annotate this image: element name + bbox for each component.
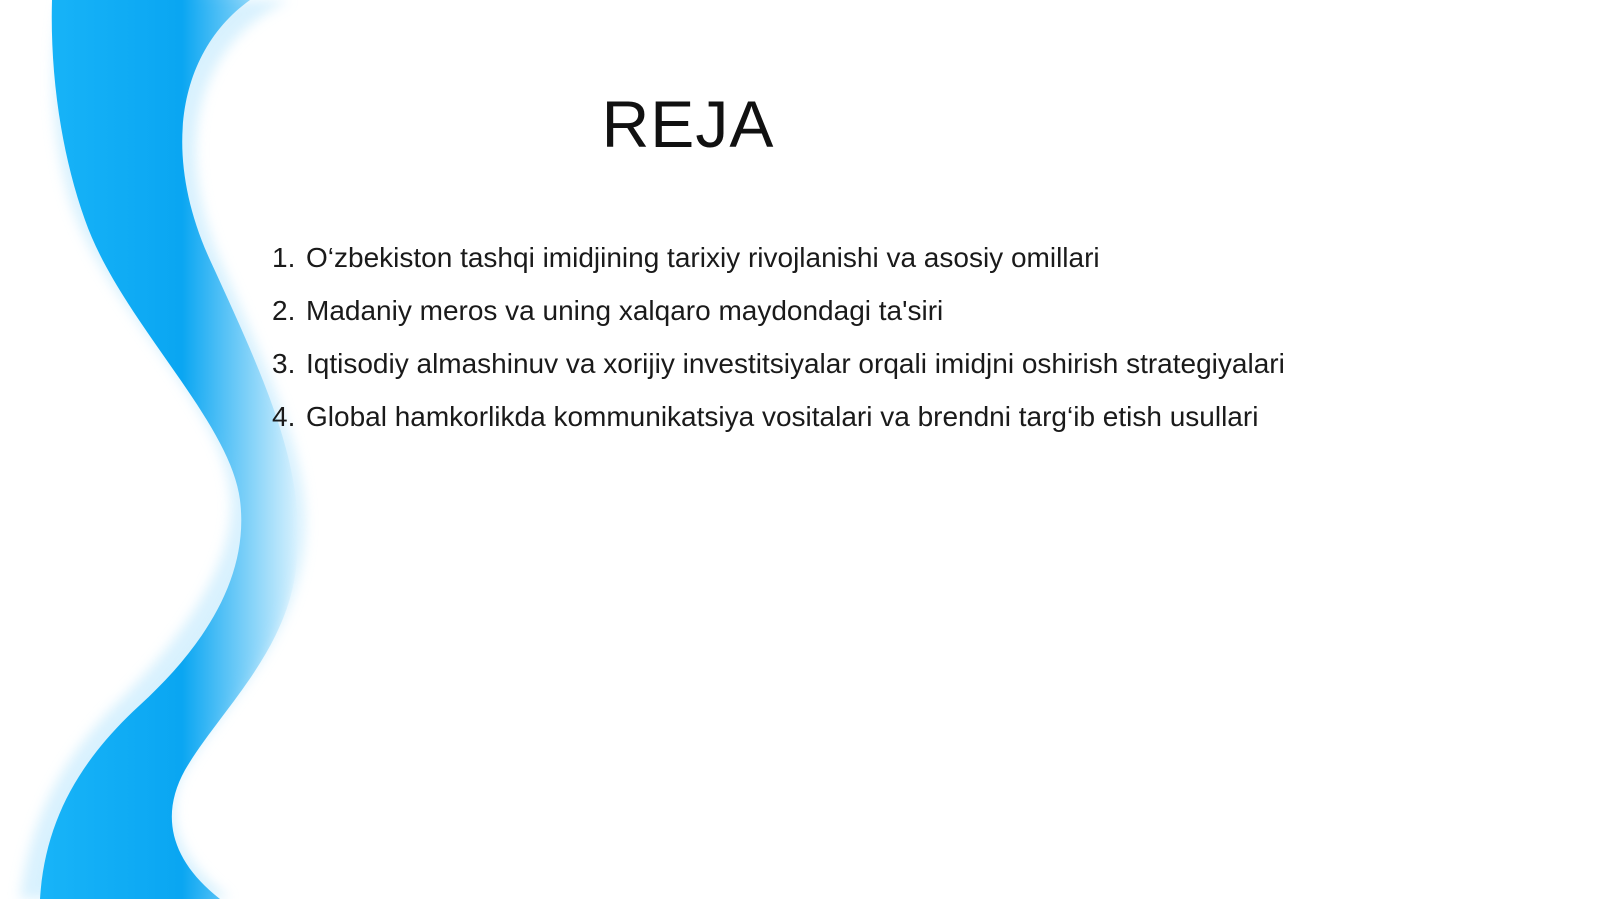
plan-list (272, 238, 1285, 450)
plan-item-number: 3. (272, 348, 296, 379)
plan-item-2 (272, 291, 1285, 344)
plan-item-text: Madaniy meros va uning xalqaro maydondagi ta'siri (306, 295, 944, 326)
plan-item-1 (272, 238, 1285, 291)
plan-item-4 (272, 397, 1285, 450)
plan-item-3 (272, 344, 1285, 397)
plan-item-number: 4. (272, 401, 296, 432)
plan-item-number: 2. (272, 295, 296, 326)
slide-title: REJA (601, 87, 775, 161)
plan-item-text: Iqtisodiy almashinuv va xorijiy investitsiyalar orqali imidjni oshirish strategiyalari (306, 348, 1285, 379)
plan-item-text: Global hamkorlikda kommunikatsiya vositalari va brendni targ‘ib etish usullari (306, 401, 1259, 432)
plan-item-number: 1. (272, 242, 296, 273)
plan-item-text: O‘zbekiston tashqi imidjining tarixiy rivojlanishi va asosiy omillari (306, 242, 1100, 273)
